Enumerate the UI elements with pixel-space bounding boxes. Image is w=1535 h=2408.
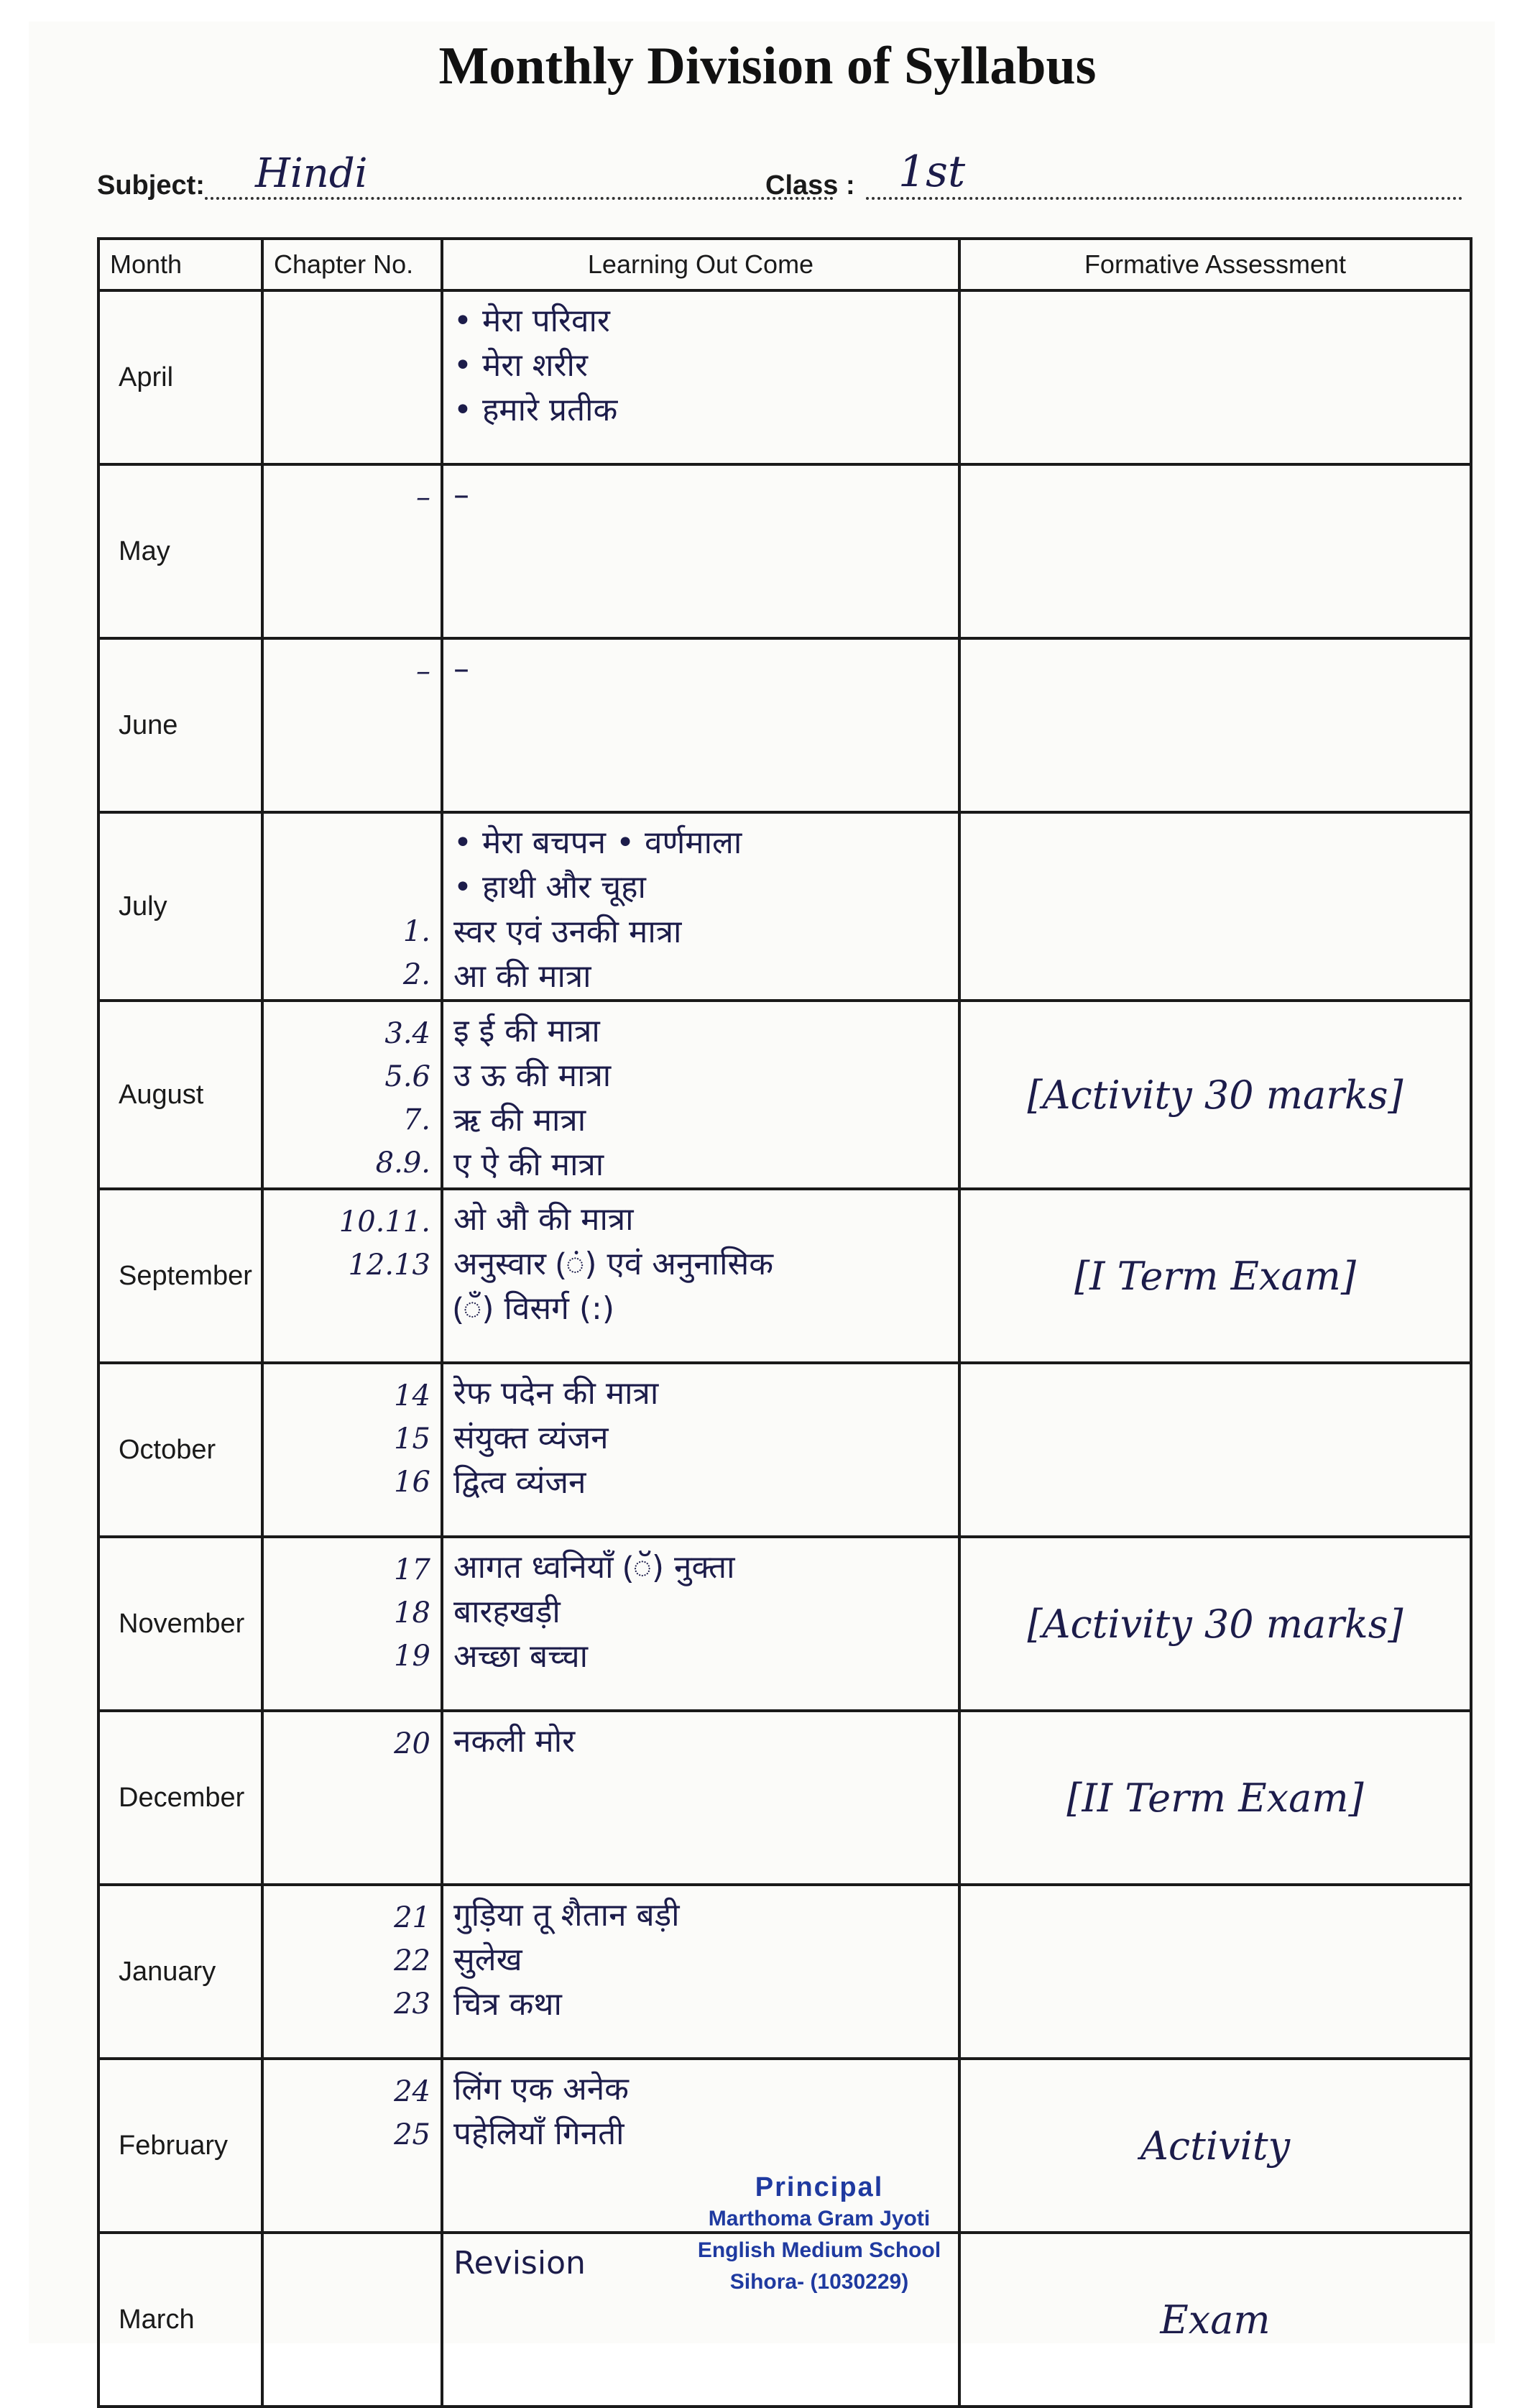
principal-stamp [647,2172,992,2298]
stamp-line-2: Marthoma Gram Jyoti [708,2207,931,2230]
header-outcome: Learning Out Come [442,239,959,290]
learning-outcome-item: • मेरा शरीर [453,347,588,384]
chapter-number: 12.13 [348,1249,430,1282]
learning-outcome-cell [442,290,959,464]
page-title: Monthly Division of Syllabus [438,37,1097,96]
chapter-number [264,867,430,910]
chapter-number: 3.4 [384,1017,430,1050]
assessment-cell: [Activity 30 marks] [959,1001,1471,1189]
learning-outcome-item: आ की मात्रा [453,958,591,995]
table-row [98,1711,1471,1885]
chapter-number: – [416,481,430,514]
chapter-number: 15 [394,1423,430,1456]
chapter-number: 22 [394,1944,430,1977]
chapter-cell [262,1363,442,1537]
learning-outcome-item: • हमारे प्रतीक [453,392,618,428]
month-cell: April [98,290,262,464]
learning-outcome-item: बारहखड़ी [453,1594,561,1630]
month-cell: December [98,1711,262,1885]
assessment-cell: Activity [959,2059,1471,2233]
chapter-cell [262,2233,442,2407]
chapter-number [264,824,430,867]
header-month: Month [98,239,262,290]
assessment-cell: [Activity 30 marks] [959,1537,1471,1711]
learning-outcome-item: ऋ की मात्रा [453,1102,586,1139]
chapter-cell [262,1189,442,1363]
learning-outcome-cell [442,1001,959,1189]
chapter-number: 7. [402,1103,430,1136]
learning-outcome-item: पहेलियाँ गिनती [453,2115,624,2152]
learning-outcome-item: स्वर एवं उनकी मात्रा [453,914,682,950]
chapter-cell [262,2059,442,2233]
learning-outcome-item: – [453,651,469,687]
table-row [98,1537,1471,1711]
chapter-number: 24 [394,2075,430,2108]
learning-outcome-item: • मेरा परिवार [453,303,610,339]
chapter-number: 5.6 [384,1060,430,1093]
chapter-cell [262,1537,442,1711]
table-row [98,1001,1471,1189]
assessment-cell: [II Term Exam] [959,1711,1471,1885]
learning-outcome-item: संयुक्त व्यंजन [453,1420,609,1456]
chapter-number: 21 [394,1901,430,1934]
header-chapter: Chapter No. [262,239,442,290]
learning-outcome-item: द्वित्व व्यंजन [453,1464,586,1501]
learning-outcome-item: लिंग एक अनेक [453,2071,629,2108]
stamp-line-3: English Medium School [697,2238,941,2262]
chapter-cell [262,638,442,812]
chapter-cell [262,1885,442,2059]
subject-label: Subject: [97,170,205,201]
table-row [98,1885,1471,2059]
learning-outcome-item: आगत ध्वनियाँ (ॅ) नुक्ता [453,1549,735,1586]
table-row [98,1189,1471,1363]
learning-outcome-item: चित्र कथा [453,1986,562,2023]
learning-outcome-item: • हाथी और चूहा [453,869,646,906]
month-cell: August [98,1001,262,1189]
table-row [98,464,1471,638]
chapter-cell [262,1711,442,1885]
learning-outcome-item: नकली मोर [453,1723,576,1760]
learning-outcome-item: ओ औ की मात्रा [453,1201,634,1238]
month-cell: November [98,1537,262,1711]
assessment-cell [959,1885,1471,2059]
header-assessment: Formative Assessment [959,239,1471,290]
month-cell: March [98,2233,262,2407]
chapter-cell [262,1001,442,1189]
learning-outcome-item: ए ऐ की मात्रा [453,1146,604,1183]
month-cell: February [98,2059,262,2233]
subject-value: Hindi [255,150,368,197]
chapter-number: 20 [394,1727,430,1760]
assessment-cell [959,290,1471,464]
table-row [98,290,1471,464]
learning-outcome-item: (ँ) विसर्ग (:) [453,1290,615,1327]
class-value: 1st [898,147,966,197]
stamp-line-4: Sihora- (1030229) [729,2270,909,2294]
learning-outcome-cell [442,1537,959,1711]
chapter-number: 23 [394,1987,430,2021]
learning-outcome-item: – [453,477,469,513]
learning-outcome-item: रेफ पदेन की मात्रा [453,1375,659,1412]
chapter-number: 16 [394,1466,430,1499]
chapter-number: 19 [394,1640,430,1673]
chapter-number: 10.11. [338,1205,430,1239]
month-cell: July [98,812,262,1001]
table-row [98,638,1471,812]
assessment-cell [959,464,1471,638]
learning-outcome-cell [442,464,959,638]
assessment-cell: [I Term Exam] [959,1189,1471,1363]
subject-class-row [97,144,1462,208]
learning-outcome-cell [442,1189,959,1363]
learning-outcome-cell [442,1711,959,1885]
learning-outcome-cell [442,638,959,812]
assessment-cell: Exam [959,2233,1471,2407]
learning-outcome-item: अच्छा बच्चा [453,1638,589,1675]
chapter-number: 14 [394,1379,430,1412]
learning-outcome-item: इ ई की मात्रा [453,1013,600,1049]
learning-outcome-item: गुड़िया तू शैतान बड़ी [453,1897,680,1934]
chapter-number: 25 [394,2118,430,2151]
class-label: Class : [765,170,855,201]
chapter-number: – [416,655,430,688]
learning-outcome-item: सुलेख [453,1941,522,1978]
chapter-number: 17 [394,1553,430,1586]
table-header-row [98,239,1471,290]
chapter-cell [262,290,442,464]
table-row [98,1363,1471,1537]
learning-outcome-item: अनुस्वार (ं) एवं अनुनासिक [453,1246,774,1282]
learning-outcome-cell [442,1885,959,2059]
chapter-number: 18 [394,1596,430,1630]
month-cell: September [98,1189,262,1363]
learning-outcome-item: उ ऊ की मात्रा [453,1057,612,1094]
learning-outcome-cell [442,812,959,1001]
chapter-cell [262,812,442,1001]
month-cell: January [98,1885,262,2059]
assessment-cell [959,1363,1471,1537]
class-line [866,197,1462,200]
table-row [98,812,1471,1001]
learning-outcome-cell [442,1363,959,1537]
assessment-cell [959,638,1471,812]
month-cell: October [98,1363,262,1537]
chapter-cell [262,464,442,638]
month-cell: May [98,464,262,638]
chapter-number: 2. [402,958,430,991]
subject-line [205,197,834,200]
learning-outcome-item: Revision [453,2245,586,2281]
learning-outcome-item: • मेरा बचपन • वर्णमाला [453,824,742,861]
syllabus-table [97,237,1472,2408]
stamp-line-1: Principal [755,2172,884,2202]
chapter-number: 8.9. [375,1146,430,1180]
assessment-cell [959,812,1471,1001]
month-cell: June [98,638,262,812]
chapter-number: 1. [402,915,430,948]
